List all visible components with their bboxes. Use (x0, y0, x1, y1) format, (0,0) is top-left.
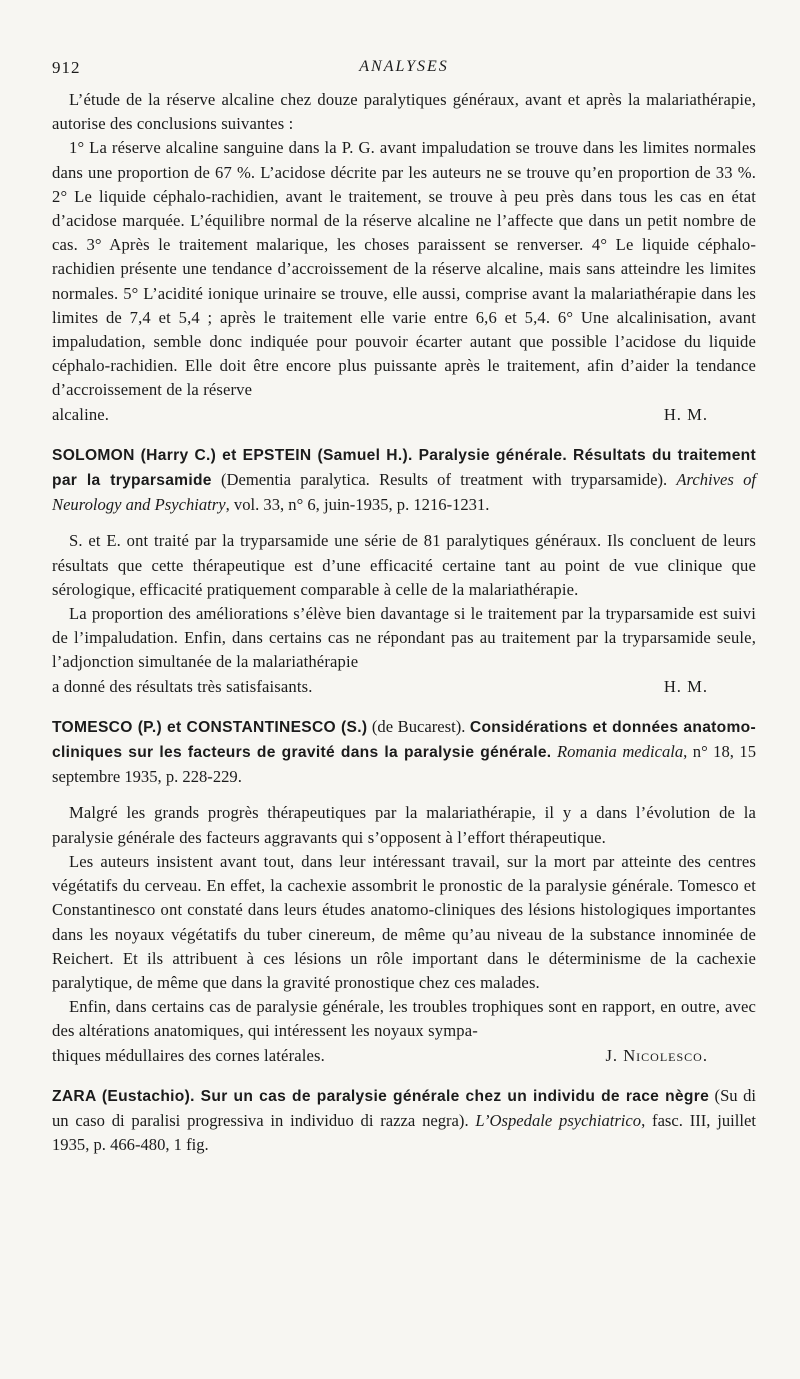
entry-reference: , fasc. III, juillet 1935, p. 466-480, 1 fig. (52, 1110, 756, 1155)
review-entry-solomon (52, 443, 756, 518)
entry-authors: TOMESCO (P.) et CONSTANTINESCO (S.) (52, 718, 368, 736)
entry-title: Considérations et données anatomo-cliniques sur les facteurs de gravité dans la paralysie générale. (52, 718, 756, 762)
page-header (52, 46, 756, 76)
entry-translated-title: (Su di un caso di paralisi progressiva in individuo di razza negra). (52, 1085, 756, 1130)
review-paragraph: Malgré les grands progrès thérapeutiques par la malariathérapie, il y a dans l’évolution de la paralysie générale des facteurs aggravants qui s’opposent à l’effort thérapeutique. (52, 803, 756, 847)
page (52, 46, 756, 1157)
signature: H. M. (663, 676, 708, 696)
entry-origin: (de Bucarest). (367, 716, 470, 736)
review-entry-tomesco (52, 715, 756, 790)
review-last-words: thiques médullaires des cornes latérales. (52, 1045, 325, 1065)
entry-reference: , vol. 33, n° 6, juin-1935, p. 1216-1231. (225, 495, 490, 515)
entry-authors-title: ZARA (Eustachio). Sur un cas de paralysie générale chez un individu de race nègre (52, 1087, 710, 1105)
journal-name: L’Ospedale psychiatrico (475, 1110, 642, 1130)
review-paragraph: La proportion des améliorations s’élève bien davantage si le traitement par la tryparsamide est suivi de l’impaludation. Enfin, dans certains cas ne répondant pas au traitement par la tryparsamide seule, l’adjonction simultanée de la malariathérapie (52, 604, 756, 672)
intro-last-words: alcaline. (52, 404, 110, 424)
review-paragraph: Enfin, dans certains cas de paralysie générale, les troubles trophiques sont en rapport, en outre, avec des altérations anatomiques, qui intéressent les noyaux sympa- (52, 997, 756, 1041)
review-entry-zara (52, 1084, 756, 1158)
running-title: ANALYSES (359, 58, 449, 75)
review-paragraph: S. et E. ont traité par la tryparsamide une série de 81 paralytiques généraux. Ils concluent de leurs résultats que cette thérapeutique est d’une efficacité certaine tant au point de vue clinique que sérologique, efficacité pratiquement comparable à celle de la malariathérapie. (52, 531, 756, 599)
intro-closing-line (52, 403, 756, 427)
signature: H. M. (663, 404, 708, 424)
review-closing-line (52, 1044, 756, 1068)
intro-paragraph-2: 1° La réserve alcaline sanguine dans la P. G. avant impaludation se trouve dans les limites normales dans une proportion de 67 %. L’acidose décrite par les auteurs ne se trouve qu’en proportion de 33 %. 2° Le liquide céphalo-rachidien, avant le traitement, se trouve à peu près dans tous les cas en état d’acidose marquée. L’équilibre normal de la réserve alcaline ne l’affecte que dans un petit nombre de cas. 3° Après le traitement malarique, les choses paraissent se renverser. 4° Le liquide céphalo-rachidien présente une tendance d’accroissement de la réserve alcaline, mais sans atteindre les limites normales. 5° L’acidité ionique urinaire se trouve, elle aussi, comprise avant la malariathérapie dans les limites de 7,4 et 5,4 ; après le traitement elle varie entre 6,6 et 5,4. 6° Une alcalinisation, avant impaludation, semble donc indiquée pour pouvoir écarter autant que possible l’acidose du liquide céphalo-rachidien. Elle doit être encore plus puissante après le traitement, afin d’aider la tendance d’accroissement de la réserve (52, 138, 756, 400)
entry-reference: , n° 18, 15 septembre 1935, p. 228-229. (52, 742, 756, 787)
journal-name: Romania medicala (556, 742, 684, 762)
signature: J. Nicolesco. (605, 1045, 708, 1065)
review-paragraph: Les auteurs insistent avant tout, dans leur intéressant travail, sur la mort par atteinte des centres végétatifs du cerveau. En effet, la cachexie assombrit le pronostic de la paralysie générale. Tomesco et Constantinesco ont constaté dans leurs études anatomo-cliniques des lésions histologiques importantes dans les noyaux végétatifs du tuber cinereum, de même qu’au niveau de la substance innominée de Reichert. Et ils attribuent à ces lésions un rôle important dans le déterminisme de la cachexie paralytique, de même que dans la gravité pronostique chez ces malades. (52, 851, 756, 992)
review-last-words: a donné des résultats très satisfaisants. (52, 676, 313, 696)
intro-paragraph-1: L’étude de la réserve alcaline chez douze paralytiques généraux, avant et après la malariathérapie, autorise des conclusions suivantes : (52, 90, 756, 134)
entry-translated-title: (Dementia paralytica. Results of treatment with tryparsamide). (211, 470, 677, 490)
page-number: 912 (52, 58, 81, 77)
entry-authors-title: SOLOMON (Harry C.) et EPSTEIN (Samuel H.). Paralysie générale. Résultats du traitement par la tryparsamide (52, 446, 756, 490)
review-closing-line (52, 675, 756, 699)
journal-name: Archives of Neurology and Psychiatry (52, 470, 757, 515)
